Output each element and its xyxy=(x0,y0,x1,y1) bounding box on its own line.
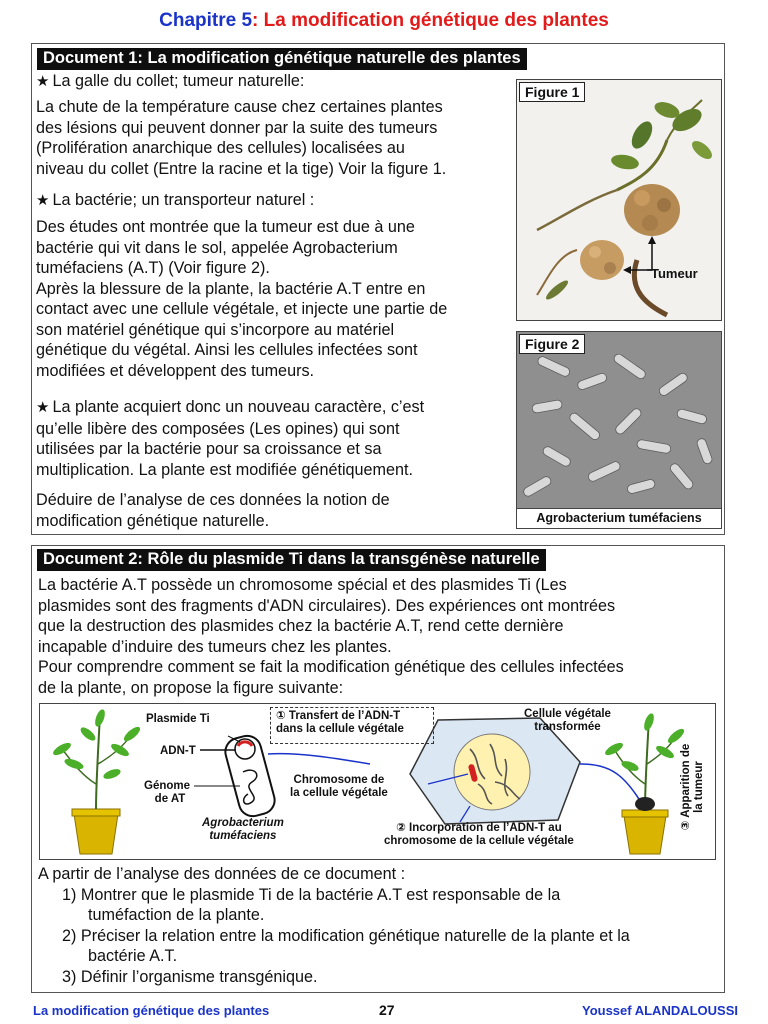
text-line: Des études ont montrée que la tumeur est due à une xyxy=(36,218,415,236)
text-line: modifiées et développent des tumeurs. xyxy=(36,361,315,380)
tumor-icon xyxy=(635,797,655,811)
text-line: contact avec une cellule végétale, et injecte une partie de xyxy=(36,300,448,318)
footer-chapter-title: La modification génétique des plantes xyxy=(33,1003,270,1018)
text-line: de la plante, on propose la figure suivante: xyxy=(38,678,344,697)
label-step-2-line2: chromosome de la cellule végétale xyxy=(384,835,574,847)
label-transformed-cell xyxy=(524,708,611,734)
text-line: génétique du végétal. Ainsi les cellules infectées sont xyxy=(36,341,418,359)
label-adn-t: ADN-T xyxy=(160,745,196,757)
text-line: incapable d’induire des tumeurs chez les plantes. xyxy=(38,637,392,656)
label-chromosome xyxy=(290,774,388,800)
document-1-question xyxy=(36,490,516,531)
figure-2-label: Figure 2 xyxy=(519,334,585,354)
agrobacterium-icon xyxy=(222,733,277,820)
question-2-continued: bactérie A.T. xyxy=(88,947,178,965)
question-1: 1) Montrer que le plasmide Ti de la bactérie A.T est responsable de la xyxy=(62,885,561,904)
section-caractere-body xyxy=(36,397,516,480)
text-line: niveau du collet (Entre la racine et la tige) Voir la figure 1. xyxy=(36,159,447,178)
figure-2-caption: Agrobacterium tuméfaciens xyxy=(517,508,721,528)
transgenesis-diagram xyxy=(39,703,716,860)
document-2-heading: Document 2: Rôle du plasmide Ti dans la transgénèse naturelle xyxy=(37,549,546,571)
text-line: modification génétique naturelle. xyxy=(36,511,270,530)
text-line: tuméfaciens (A.T) (Voir figure 2). xyxy=(36,259,270,277)
star-icon: ★ xyxy=(36,192,50,209)
label-agrobacterium xyxy=(202,817,284,843)
section-bacterie-body xyxy=(36,217,516,381)
page-title xyxy=(0,10,768,32)
figure-1-photo xyxy=(516,79,722,321)
page-number: 27 xyxy=(379,1002,395,1018)
text-line: Après la blessure de la plante, la bactérie A.T entre en xyxy=(36,279,426,298)
label-step-1 xyxy=(276,710,404,736)
text-line: La chute de la température cause chez certaines plantes xyxy=(36,98,443,116)
label-transformed-line2: transformée xyxy=(534,721,601,733)
figure-2-micrograph xyxy=(516,331,722,529)
label-genome xyxy=(144,780,190,806)
label-step-3 xyxy=(680,732,706,842)
label-step-3-line1: ③ Apparition de xyxy=(680,743,692,831)
label-step-2-line1: ② Incorporation de l’ADN-T au xyxy=(396,822,562,834)
label-genome-line1: Génome xyxy=(144,780,191,792)
text-line: (Prolifération anarchique des cellules) localisées au xyxy=(36,139,405,157)
healthy-plant-icon xyxy=(51,708,142,854)
document-2-intro xyxy=(38,575,718,698)
section-galle-title xyxy=(36,71,304,93)
crown-gall-illustration xyxy=(517,80,722,321)
section-galle-body xyxy=(36,97,516,179)
document-1-heading: Document 1: La modification génétique naturelle des plantes xyxy=(37,48,527,70)
text-line: La plante acquiert donc un nouveau caractère, c’est xyxy=(52,398,425,416)
label-agro-line1: Agrobacterium xyxy=(202,817,284,829)
question-3: 3) Définir l’organisme transgénique. xyxy=(62,967,318,986)
question-1-continued: tuméfaction de la plante. xyxy=(88,906,265,924)
text-line: Pour comprendre comment se fait la modification génétique des cellules infectées xyxy=(38,658,624,676)
star-icon: ★ xyxy=(36,73,50,90)
text-line: multiplication. La plante est modifiée génétiquement. xyxy=(36,460,414,479)
title-colon: : xyxy=(252,10,259,31)
label-step-1-line1: ① Transfert de l’ADN-T xyxy=(276,710,401,722)
label-step-3-line2: la tumeur xyxy=(693,761,705,813)
text-line: son matériel génétique qui s’incorpore au matériel xyxy=(36,320,395,339)
section-bacterie-title xyxy=(36,190,314,212)
figure-1-label: Figure 1 xyxy=(519,82,585,102)
transformed-plant-icon xyxy=(603,712,686,854)
text-line: des lésions qui peuvent donner par la suite des tumeurs xyxy=(36,118,438,137)
text-line: utilisées par la bactérie pour sa croissance et sa xyxy=(36,440,382,458)
star-icon: ★ xyxy=(36,399,50,416)
text-line: qu’elle libère des composées (Les opines) qui sont xyxy=(36,419,400,438)
tumor-label: Tumeur xyxy=(651,266,698,281)
text-line: que la destruction des plasmides chez la bactérie A.T, rend cette dernière xyxy=(38,617,564,635)
label-step-2 xyxy=(384,822,574,848)
document-2-questions xyxy=(38,864,718,987)
text-line: bactérie qui vit dans le sol, appelée Agrobacterium xyxy=(36,238,398,257)
bacteria-micrograph xyxy=(517,332,722,510)
footer-author: Youssef ALANDALOUSSI xyxy=(581,1003,738,1018)
label-chromosome-line2: la cellule végétale xyxy=(290,787,388,799)
question-2: 2) Préciser la relation entre la modification génétique naturelle de la plante et la xyxy=(62,926,630,945)
text-line: plasmides sont des fragments d'ADN circulaires). Des expériences ont montrées xyxy=(38,596,616,615)
text-line: La bactérie A.T possède un chromosome spécial et des plasmides Ti (Les xyxy=(38,576,567,594)
label-step-1-line2: dans la cellule végétale xyxy=(276,723,404,735)
questions-intro: A partir de l’analyse des données de ce document : xyxy=(38,865,406,883)
label-plasmide: Plasmide Ti xyxy=(146,713,210,725)
label-chromosome-line1: Chromosome de xyxy=(293,774,385,786)
chapter-label: Chapitre 5 xyxy=(159,10,253,31)
label-transformed-line1: Cellule végétale xyxy=(524,708,611,720)
label-genome-line2: de AT xyxy=(154,793,186,805)
section-galle-title-text: La galle du collet; tumeur naturelle: xyxy=(52,72,305,90)
label-agro-line2: tuméfaciens xyxy=(209,830,277,842)
chapter-subject: La modification génétique des plantes xyxy=(258,10,609,31)
section-bacterie-title-text: La bactérie; un transporteur naturel : xyxy=(52,191,315,209)
text-line: Déduire de l’analyse de ces données la notion de xyxy=(36,491,390,509)
